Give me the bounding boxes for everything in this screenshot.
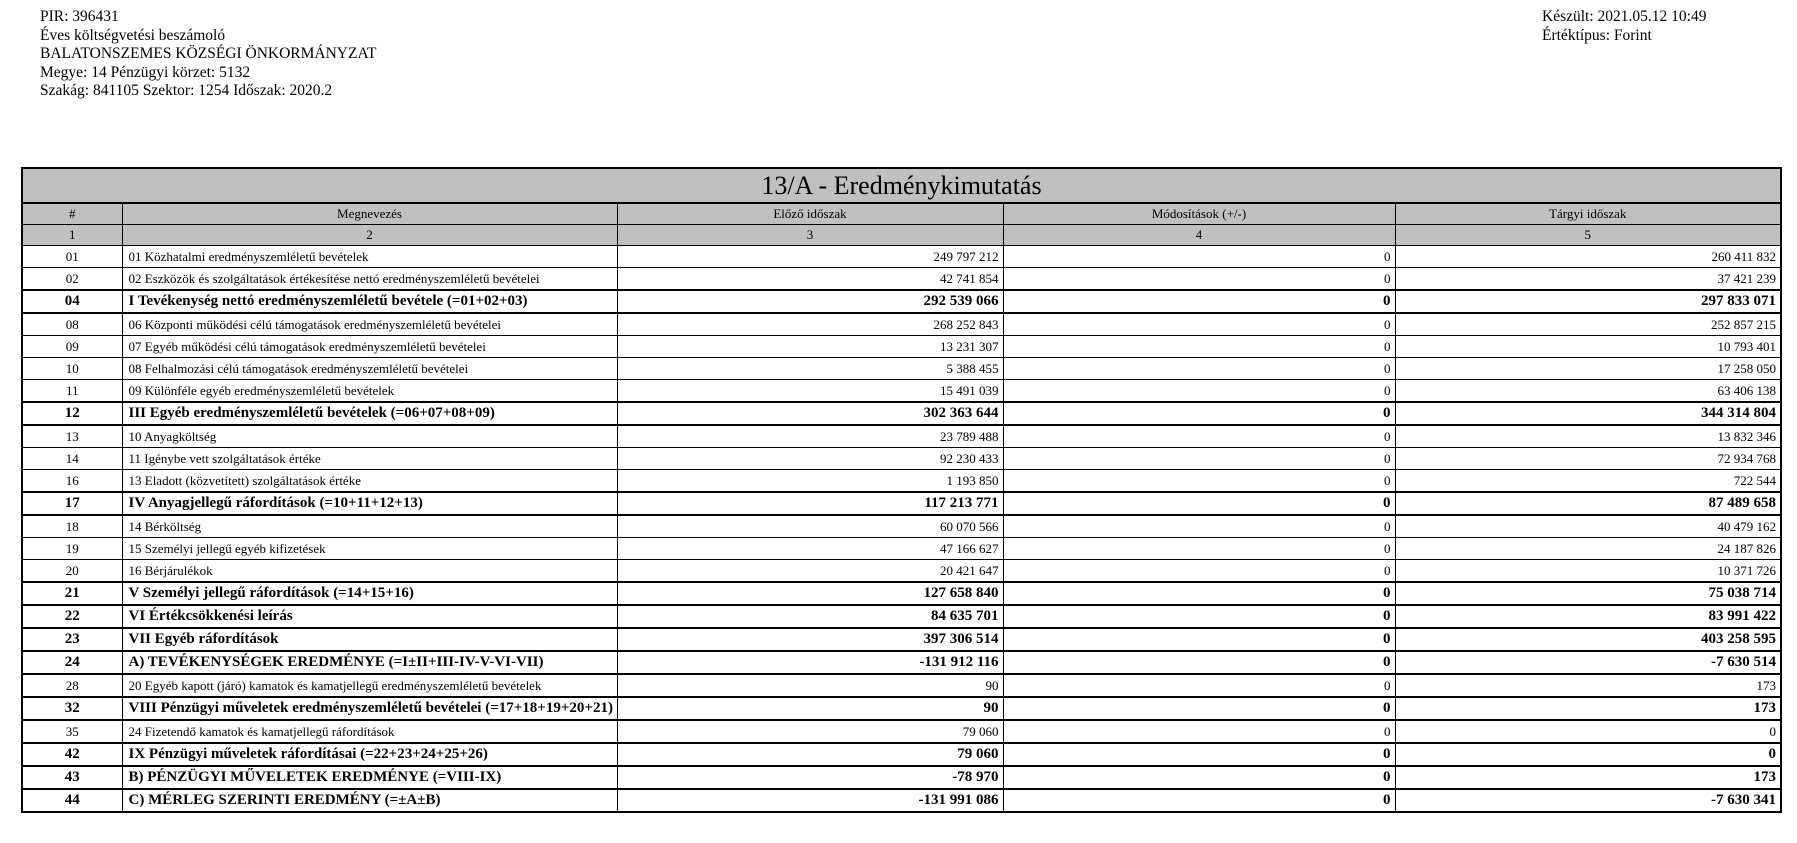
cell-current-period: 83 991 422 (1395, 605, 1781, 628)
cell-current-period: 0 (1395, 743, 1781, 766)
value-type: Értéktípus: Forint (1542, 26, 1652, 44)
col-header-current-period: Tárgyi időszak (1395, 203, 1781, 225)
county-district-line: Megye: 14 Pénzügyi körzet: 5132 (40, 63, 251, 81)
cell-row-number: 04 (22, 290, 122, 313)
cell-name: 10 Anyagköltség (122, 425, 617, 448)
cell-current-period: 10 793 401 (1395, 336, 1781, 358)
cell-row-number: 42 (22, 743, 122, 766)
cell-row-number: 28 (22, 674, 122, 697)
cell-previous-period: 302 363 644 (617, 402, 1003, 425)
cell-current-period: 403 258 595 (1395, 628, 1781, 651)
table-head (22, 168, 1781, 246)
cell-current-period: -7 630 514 (1395, 651, 1781, 674)
cell-modifications: 0 (1003, 448, 1395, 470)
col-number-1: 1 (22, 225, 122, 246)
cell-modifications: 0 (1003, 743, 1395, 766)
col-number-5: 5 (1395, 225, 1781, 246)
cell-row-number: 19 (22, 538, 122, 560)
cell-modifications: 0 (1003, 697, 1395, 720)
cell-modifications: 0 (1003, 290, 1395, 313)
table-row (22, 290, 1781, 313)
cell-row-number: 08 (22, 313, 122, 336)
table-row (22, 789, 1781, 812)
cell-modifications: 0 (1003, 720, 1395, 743)
col-header-modifications: Módosítások (+/-) (1003, 203, 1395, 225)
cell-previous-period: 249 797 212 (617, 246, 1003, 268)
table-row (22, 492, 1781, 515)
cell-previous-period: 292 539 066 (617, 290, 1003, 313)
cell-name: VII Egyéb ráfordítások (122, 628, 617, 651)
cell-name: 15 Személyi jellegű egyéb kifizetések (122, 538, 617, 560)
cell-name: III Egyéb eredményszemléletű bevételek (=06+07+08+09) (122, 402, 617, 425)
cell-row-number: 24 (22, 651, 122, 674)
cell-row-number: 14 (22, 448, 122, 470)
table-row (22, 515, 1781, 538)
table-header-row (22, 203, 1781, 225)
cell-name: A) TEVÉKENYSÉGEK EREDMÉNYE (=I±II+III-IV-V-VI-VII) (122, 651, 617, 674)
cell-name: 14 Bérköltség (122, 515, 617, 538)
cell-previous-period: 90 (617, 674, 1003, 697)
cell-previous-period: 1 193 850 (617, 470, 1003, 493)
table-row (22, 766, 1781, 789)
table-title-row (22, 168, 1781, 203)
col-number-2: 2 (122, 225, 617, 246)
cell-row-number: 21 (22, 582, 122, 605)
cell-name: 13 Eladott (közvetített) szolgáltatások értéke (122, 470, 617, 493)
table-row (22, 743, 1781, 766)
table-row (22, 402, 1781, 425)
table-title: 13/A - Eredménykimutatás (22, 168, 1781, 203)
cell-previous-period: 127 658 840 (617, 582, 1003, 605)
table-row (22, 313, 1781, 336)
cell-row-number: 13 (22, 425, 122, 448)
col-number-4: 4 (1003, 225, 1395, 246)
cell-current-period: 40 479 162 (1395, 515, 1781, 538)
table-row (22, 582, 1781, 605)
cell-name: B) PÉNZÜGYI MŰVELETEK EREDMÉNYE (=VIII-IX) (122, 766, 617, 789)
cell-previous-period: 84 635 701 (617, 605, 1003, 628)
cell-modifications: 0 (1003, 605, 1395, 628)
col-header-previous-period: Előző időszak (617, 203, 1003, 225)
cell-modifications: 0 (1003, 358, 1395, 380)
cell-previous-period: 13 231 307 (617, 336, 1003, 358)
cell-row-number: 23 (22, 628, 122, 651)
cell-previous-period: -131 912 116 (617, 651, 1003, 674)
cell-current-period: 173 (1395, 674, 1781, 697)
cell-modifications: 0 (1003, 515, 1395, 538)
cell-current-period: 297 833 071 (1395, 290, 1781, 313)
cell-modifications: 0 (1003, 402, 1395, 425)
table-row (22, 720, 1781, 743)
cell-current-period: -7 630 341 (1395, 789, 1781, 812)
cell-modifications: 0 (1003, 560, 1395, 583)
cell-modifications: 0 (1003, 313, 1395, 336)
cell-current-period: 173 (1395, 697, 1781, 720)
cell-previous-period: 42 741 854 (617, 268, 1003, 291)
cell-previous-period: 20 421 647 (617, 560, 1003, 583)
table-row (22, 605, 1781, 628)
report-meta-left (40, 8, 376, 101)
created-timestamp: Készült: 2021.05.12 10:49 (1542, 8, 1707, 25)
col-header-name: Megnevezés (122, 203, 617, 225)
cell-name: 09 Különféle egyéb eredményszemléletű bevételek (122, 380, 617, 403)
cell-row-number: 18 (22, 515, 122, 538)
cell-name: 01 Közhatalmi eredményszemléletű bevételek (122, 246, 617, 268)
table-row (22, 697, 1781, 720)
cell-row-number: 44 (22, 789, 122, 812)
cell-modifications: 0 (1003, 674, 1395, 697)
cell-name: VIII Pénzügyi műveletek eredményszemléletű bevételei (=17+18+19+20+21) (122, 697, 617, 720)
col-header-row-number: # (22, 203, 122, 225)
cell-name: 07 Egyéb működési célú támogatások eredményszemléletű bevételei (122, 336, 617, 358)
table-row (22, 448, 1781, 470)
cell-previous-period: -131 991 086 (617, 789, 1003, 812)
cell-name: 11 Igénybe vett szolgáltatások értéke (122, 448, 617, 470)
organization-name: BALATONSZEMES KÖZSÉGI ÖNKORMÁNYZAT (40, 45, 377, 63)
cell-name: IX Pénzügyi műveletek ráfordításai (=22+23+24+25+26) (122, 743, 617, 766)
cell-current-period: 37 421 239 (1395, 268, 1781, 291)
cell-current-period: 252 857 215 (1395, 313, 1781, 336)
cell-row-number: 32 (22, 697, 122, 720)
cell-current-period: 17 258 050 (1395, 358, 1781, 380)
cell-row-number: 12 (22, 402, 122, 425)
cell-row-number: 35 (22, 720, 122, 743)
cell-modifications: 0 (1003, 582, 1395, 605)
column-number-row (22, 225, 1781, 246)
cell-modifications: 0 (1003, 425, 1395, 448)
cell-previous-period: 397 306 514 (617, 628, 1003, 651)
table-row (22, 651, 1781, 674)
cell-name: 08 Felhalmozási célú támogatások eredményszemléletű bevételei (122, 358, 617, 380)
cell-name: 16 Bérjárulékok (122, 560, 617, 583)
cell-previous-period: 90 (617, 697, 1003, 720)
cell-row-number: 02 (22, 268, 122, 291)
cell-row-number: 01 (22, 246, 122, 268)
cell-name: C) MÉRLEG SZERINTI EREDMÉNY (=±A±B) (122, 789, 617, 812)
cell-previous-period: -78 970 (617, 766, 1003, 789)
cell-modifications: 0 (1003, 538, 1395, 560)
cell-name: V Személyi jellegű ráfordítások (=14+15+16) (122, 582, 617, 605)
cell-previous-period: 79 060 (617, 743, 1003, 766)
report-meta-right (1542, 8, 1706, 45)
table-row (22, 380, 1781, 403)
cell-row-number: 22 (22, 605, 122, 628)
sector-period-line: Szakág: 841105 Szektor: 1254 Időszak: 2020.2 (40, 82, 333, 100)
cell-current-period: 24 187 826 (1395, 538, 1781, 560)
cell-current-period: 72 934 768 (1395, 448, 1781, 470)
cell-previous-period: 79 060 (617, 720, 1003, 743)
table-row (22, 674, 1781, 697)
cell-row-number: 17 (22, 492, 122, 515)
cell-modifications: 0 (1003, 246, 1395, 268)
cell-modifications: 0 (1003, 789, 1395, 812)
col-number-3: 3 (617, 225, 1003, 246)
table-row (22, 246, 1781, 268)
cell-current-period: 87 489 658 (1395, 492, 1781, 515)
cell-previous-period: 92 230 433 (617, 448, 1003, 470)
cell-previous-period: 15 491 039 (617, 380, 1003, 403)
cell-row-number: 20 (22, 560, 122, 583)
cell-name: 20 Egyéb kapott (járó) kamatok és kamatjellegű eredményszemléletű bevételek (122, 674, 617, 697)
table-body (22, 246, 1781, 813)
cell-name: IV Anyagjellegű ráfordítások (=10+11+12+13) (122, 492, 617, 515)
cell-name: 24 Fizetendő kamatok és kamatjellegű ráfordítások (122, 720, 617, 743)
cell-current-period: 344 314 804 (1395, 402, 1781, 425)
cell-modifications: 0 (1003, 336, 1395, 358)
table-row (22, 358, 1781, 380)
cell-previous-period: 117 213 771 (617, 492, 1003, 515)
table-row (22, 538, 1781, 560)
cell-previous-period: 47 166 627 (617, 538, 1003, 560)
cell-modifications: 0 (1003, 268, 1395, 291)
cell-row-number: 43 (22, 766, 122, 789)
table-row (22, 470, 1781, 493)
cell-current-period: 260 411 832 (1395, 246, 1781, 268)
cell-name: VI Értékcsökkenési leírás (122, 605, 617, 628)
cell-modifications: 0 (1003, 766, 1395, 789)
cell-current-period: 75 038 714 (1395, 582, 1781, 605)
cell-name: I Tevékenység nettó eredményszemléletű bevétele (=01+02+03) (122, 290, 617, 313)
cell-row-number: 10 (22, 358, 122, 380)
cell-row-number: 09 (22, 336, 122, 358)
pir-number: PIR: 396431 (40, 8, 119, 25)
cell-previous-period: 60 070 566 (617, 515, 1003, 538)
cell-current-period: 0 (1395, 720, 1781, 743)
cell-previous-period: 5 388 455 (617, 358, 1003, 380)
cell-modifications: 0 (1003, 470, 1395, 493)
table-row (22, 268, 1781, 291)
cell-current-period: 722 544 (1395, 470, 1781, 493)
table-row (22, 425, 1781, 448)
cell-previous-period: 268 252 843 (617, 313, 1003, 336)
cell-modifications: 0 (1003, 628, 1395, 651)
cell-row-number: 11 (22, 380, 122, 403)
cell-current-period: 63 406 138 (1395, 380, 1781, 403)
cell-row-number: 16 (22, 470, 122, 493)
cell-previous-period: 23 789 488 (617, 425, 1003, 448)
table-row (22, 628, 1781, 651)
income-statement-table (21, 167, 1782, 813)
cell-current-period: 13 832 346 (1395, 425, 1781, 448)
cell-modifications: 0 (1003, 492, 1395, 515)
cell-current-period: 173 (1395, 766, 1781, 789)
cell-modifications: 0 (1003, 380, 1395, 403)
cell-name: 06 Központi működési célú támogatások eredményszemléletű bevételei (122, 313, 617, 336)
cell-name: 02 Eszközök és szolgáltatások értékesítése nettó eredményszemléletű bevételei (122, 268, 617, 291)
table-row (22, 336, 1781, 358)
cell-modifications: 0 (1003, 651, 1395, 674)
cell-current-period: 10 371 726 (1395, 560, 1781, 583)
table-row (22, 560, 1781, 583)
report-type: Éves költségvetési beszámoló (40, 26, 226, 44)
